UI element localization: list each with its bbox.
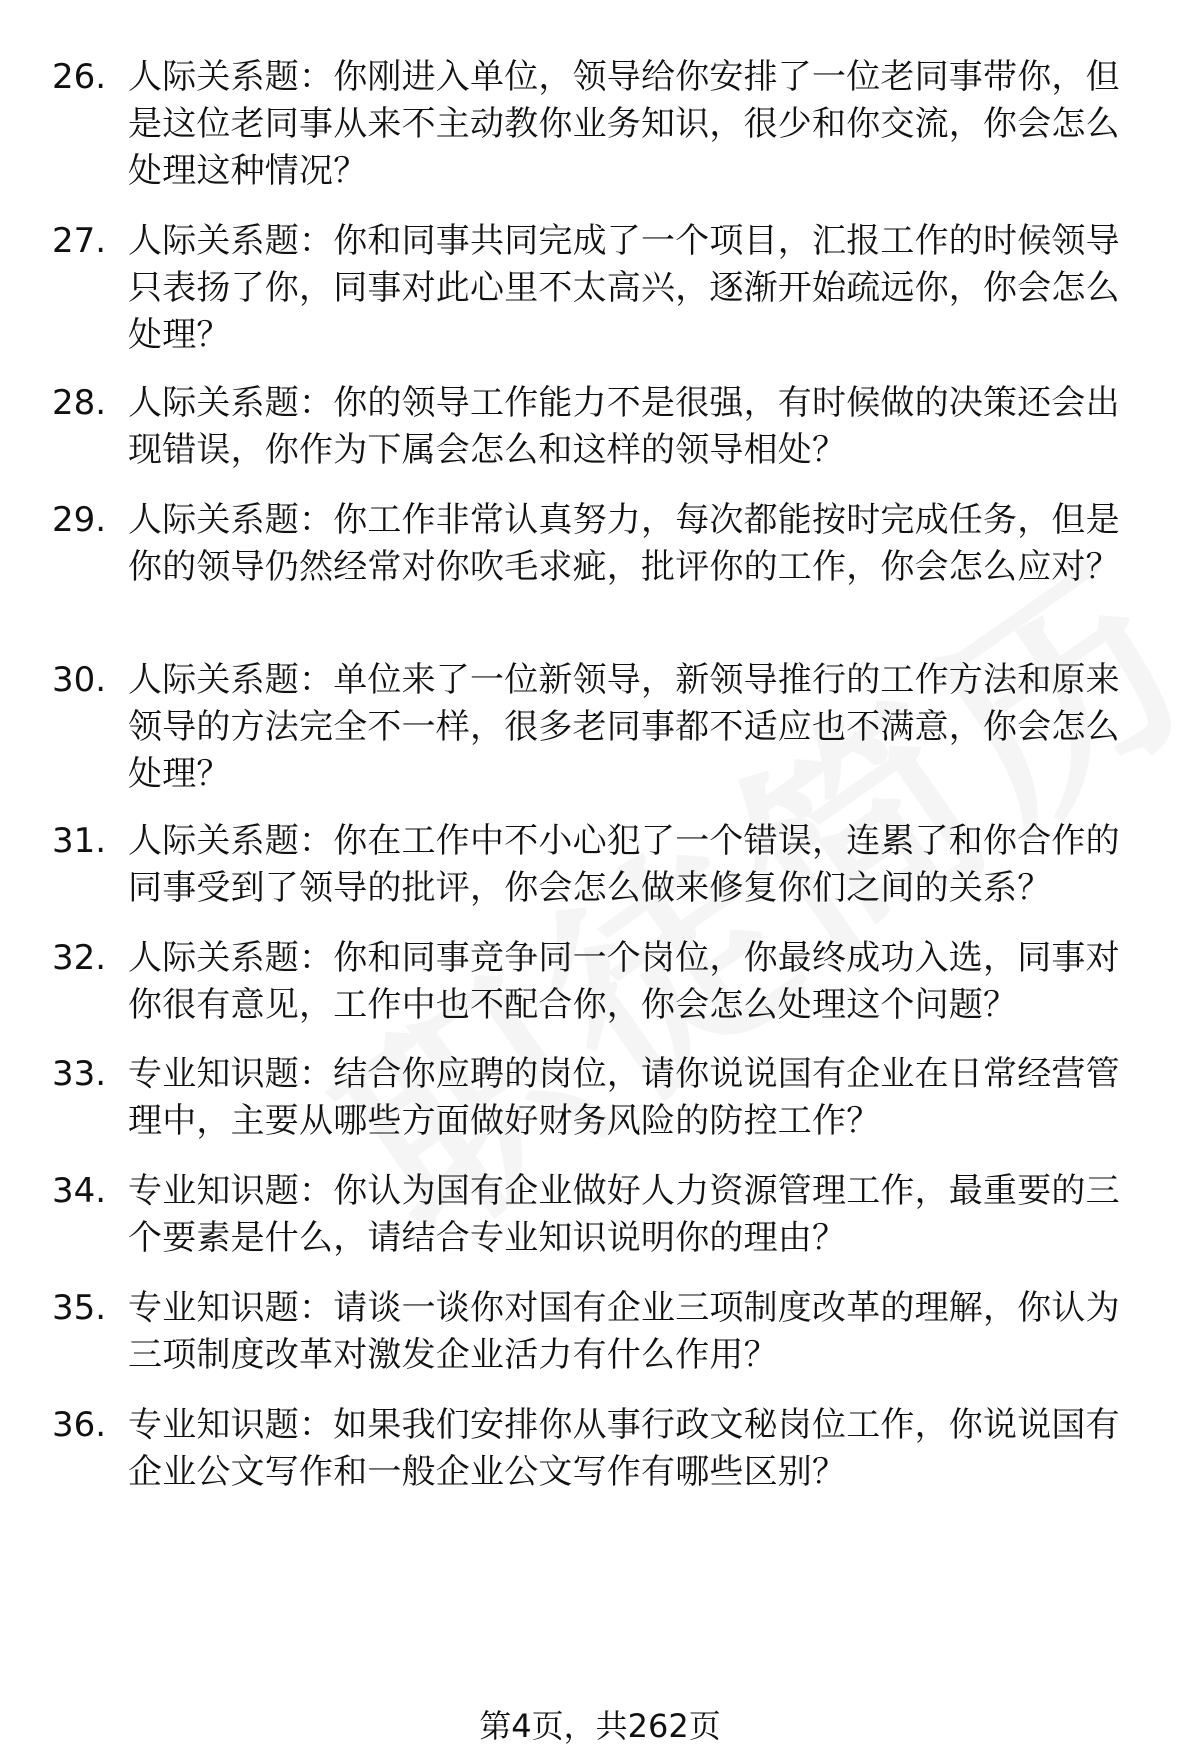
question-text: 人际关系题：你和同事竞争同一个岗位，你最终成功入选，同事对你很有意见，工作中也不配合你，你会怎么处理这个问题？ bbox=[128, 938, 1120, 1025]
question-text: 专业知识题：结合你应聘的岗位，请你说说国有企业在日常经营管理中，主要从哪些方面做好财务风险的防控工作？ bbox=[128, 1054, 1120, 1141]
question-number: 30. bbox=[52, 660, 107, 700]
question-text: 专业知识题：你认为国有企业做好人力资源管理工作，最重要的三个要素是什么，请结合专业知识说明你的理由？ bbox=[128, 1171, 1120, 1258]
question-text: 专业知识题：如果我们安排你从事行政文秘岗位工作，你说说国有企业公文写作和一般企业公文写作有哪些区别？ bbox=[128, 1405, 1120, 1492]
question-text: 人际关系题：你刚进入单位，领导给你安排了一位老同事带你，但是这位老同事从来不主动教你业务知识，很少和你交流，你会怎么处理这种情况？ bbox=[128, 57, 1120, 191]
page-footer: 第4页，共262页 bbox=[479, 1707, 721, 1745]
question-number: 26. bbox=[52, 57, 107, 97]
question-text: 人际关系题：单位来了一位新领导，新领导推行的工作方法和原来领导的方法完全不一样，很多老同事都不适应也不满意，你会怎么处理？ bbox=[128, 660, 1120, 794]
question-number: 32. bbox=[52, 938, 107, 978]
question-number: 35. bbox=[52, 1288, 107, 1328]
question-number: 27. bbox=[52, 221, 107, 261]
question-text: 人际关系题：你工作非常认真努力，每次都能按时完成任务，但是你的领导仍然经常对你吹毛求疵，批评你的工作，你会怎么应对？ bbox=[128, 500, 1120, 587]
question-number: 36. bbox=[52, 1405, 107, 1445]
question-number: 34. bbox=[52, 1171, 107, 1211]
question-text: 人际关系题：你和同事共同完成了一个项目，汇报工作的时候领导只表扬了你，同事对此心里不太高兴，逐渐开始疏远你，你会怎么处理？ bbox=[128, 221, 1120, 355]
question-number: 29. bbox=[52, 500, 107, 540]
question-number: 33. bbox=[52, 1054, 107, 1094]
question-number: 31. bbox=[52, 821, 107, 861]
question-text: 专业知识题：请谈一谈你对国有企业三项制度改革的理解，你认为三项制度改革对激发企业活力有什么作用？ bbox=[128, 1288, 1120, 1375]
question-text: 人际关系题：你在工作中不小心犯了一个错误，连累了和你合作的同事受到了领导的批评，你会怎么做来修复你们之间的关系？ bbox=[128, 821, 1120, 908]
question-text: 人际关系题：你的领导工作能力不是很强，有时候做的决策还会出现错误，你作为下属会怎么和这样的领导相处？ bbox=[128, 383, 1120, 470]
question-number: 28. bbox=[52, 383, 107, 423]
